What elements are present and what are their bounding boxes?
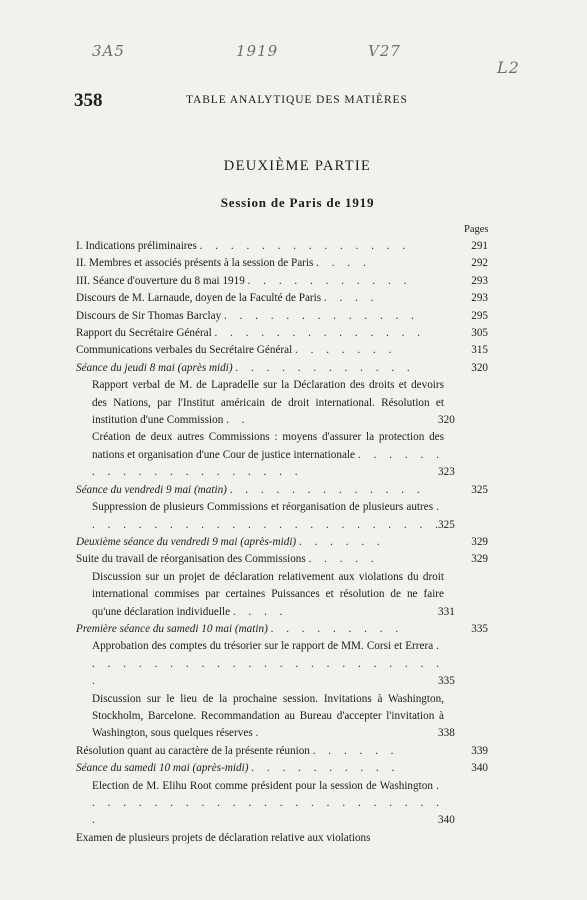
toc-entry-page: 340 xyxy=(438,814,455,827)
toc-entry xyxy=(76,360,488,377)
toc-entry-page: 329 xyxy=(471,553,488,566)
toc-entry-title: II. Membres et associés présents à la session de Paris xyxy=(76,257,314,270)
toc-entry xyxy=(76,499,488,534)
toc-entry-page: 331 xyxy=(438,605,455,618)
toc-entry-title: Suppression de plusieurs Commissions et réorganisation de plusieurs autres xyxy=(92,501,434,514)
toc-entry-page: 320 xyxy=(438,414,455,427)
toc-entry xyxy=(76,325,488,342)
handwritten-note: 3A5 xyxy=(92,42,125,60)
toc-entry-title: Election de M. Elihu Root comme président pour la session de Washington xyxy=(92,779,433,792)
leader-dots: . . . . . . . . . . . . . xyxy=(224,309,419,322)
leader-dots: . . . . . . . . . . . . . . . . . . . . . . . . . xyxy=(92,640,444,688)
toc-entry xyxy=(76,534,488,551)
toc-entry-title: Séance du jeudi 8 mai (après midi) xyxy=(76,361,233,374)
leader-dots: . . . . xyxy=(316,257,371,270)
toc-entry-title: Discours de Sir Thomas Barclay xyxy=(76,309,222,322)
toc-entry xyxy=(76,482,488,499)
toc-entry-page: 325 xyxy=(471,483,488,496)
handwritten-note: 1919 xyxy=(236,42,279,60)
toc-entry xyxy=(76,551,488,568)
toc-entry xyxy=(76,238,488,255)
toc-entry-title: Rapport du Secrétaire Général xyxy=(76,327,212,340)
toc-entry-title: Deuxième séance du vendredi 9 mai (après-midi) xyxy=(76,535,297,548)
leader-dots: . . . . . . . . . . . xyxy=(247,274,412,287)
toc-entry-title: Résolution quant au caractère de la présente réunion xyxy=(76,744,310,757)
leader-dots: . . . . . xyxy=(308,553,379,566)
toc-entry-page: 325 xyxy=(438,518,455,531)
toc-entry xyxy=(76,308,488,325)
toc-entry xyxy=(76,638,488,690)
page-header xyxy=(74,90,484,110)
toc-entry-title: Examen de plusieurs projets de déclaration relative aux violations xyxy=(76,831,371,844)
pages-column-label: Pages xyxy=(464,224,489,235)
toc-entry-title: Suite du travail de réorganisation des Commissions xyxy=(76,553,306,566)
toc-entry-page: 323 xyxy=(438,466,455,479)
running-title: TABLE ANALYTIQUE DES MATIÈRES xyxy=(186,94,408,106)
toc-entry xyxy=(76,255,488,272)
toc-entry xyxy=(76,273,488,290)
leader-dots: . . . . . . . . . . xyxy=(251,762,400,775)
leader-dots: . . . . . . . . . . . . . . . . . . . . xyxy=(92,448,445,479)
toc-entry-page: 291 xyxy=(471,240,488,252)
toc-entry-title: Première séance du samedi 10 mai (matin) xyxy=(76,622,268,635)
leader-dots: . . . . . . . . . . . . . . . . . . . . . . . . . xyxy=(92,779,444,827)
toc-entry xyxy=(76,569,488,621)
toc-entry-page: 293 xyxy=(471,274,488,287)
toc-entry xyxy=(76,691,488,743)
toc-entry-title: III. Séance d'ouverture du 8 mai 1919 xyxy=(76,274,245,287)
toc-entry-title: Séance du samedi 10 mai (après-midi) xyxy=(76,762,249,775)
toc-entry-page: 339 xyxy=(471,744,488,757)
handwritten-note: L2 xyxy=(497,58,520,77)
leader-dots: . . . . xyxy=(232,605,288,618)
leader-dots: . . . . . . xyxy=(298,535,385,548)
toc-entry xyxy=(76,290,488,307)
toc-entry-title: Approbation des comptes du trésorier sur le rapport de MM. Corsi et Errera xyxy=(92,640,434,653)
toc-entry-page: 329 xyxy=(471,535,488,548)
toc-entry-page: 335 xyxy=(471,622,488,635)
toc-entry-page: 315 xyxy=(471,344,488,357)
leader-dots: . xyxy=(255,727,264,740)
toc-entry-page: 320 xyxy=(471,361,488,374)
table-of-contents xyxy=(76,238,488,847)
toc-entry-title: Communications verbales du Secrétaire Général xyxy=(76,344,293,357)
toc-entry-page: 295 xyxy=(471,309,488,322)
toc-entry xyxy=(76,377,488,429)
toc-entry-page: 338 xyxy=(438,727,455,740)
part-title: DEUXIÈME PARTIE xyxy=(223,158,372,174)
toc-entry-title: Création de deux autres Commissions : moyens d'assurer la protection des nations et organisation d'une Cour de justice internationale xyxy=(92,431,444,461)
toc-entry-title: I. Indications préliminaires xyxy=(76,240,197,252)
leader-dots: . . . . . . xyxy=(312,744,399,757)
leader-dots: . . . . . . . . . . . . . . xyxy=(199,240,411,252)
leader-dots: . . . . . . . . . . . . . xyxy=(229,483,425,496)
toc-entry-page: 305 xyxy=(471,327,488,340)
page-number: 358 xyxy=(74,90,103,111)
toc-entry-page: 335 xyxy=(438,675,455,688)
toc-entry-title: Discussion sur un projet de déclaration relativement aux violations du droit international commises par certaines Puissances et résolution de ne faire qu'une déclaration individuelle xyxy=(92,570,444,618)
toc-entry-page: 340 xyxy=(471,762,488,775)
toc-entry-page: 292 xyxy=(471,257,488,270)
leader-dots: . . . . . . . xyxy=(295,344,397,357)
handwritten-note: V27 xyxy=(368,42,401,60)
toc-entry xyxy=(76,760,488,777)
leader-dots: . . . . . . . . . . . . . . . . . . . . . . . . xyxy=(92,501,444,531)
leader-dots: . . . . . . . . . xyxy=(270,622,404,635)
toc-entry xyxy=(76,778,488,830)
leader-dots: . . . . . . . . . . . . . . xyxy=(214,327,426,340)
toc-entry xyxy=(76,342,488,359)
leader-dots: . . . . xyxy=(323,292,379,305)
toc-entry xyxy=(76,429,488,481)
toc-entry-title: Discours de M. Larnaude, doyen de la Faculté de Paris xyxy=(76,292,322,305)
toc-entry xyxy=(76,830,488,847)
leader-dots: . . xyxy=(226,414,250,427)
toc-entry-page: 293 xyxy=(471,292,488,305)
toc-entry-title: Rapport verbal de M. de Lapradelle sur la Déclaration des droits et devoirs des Nations, par l'Institut américain de droit international. Résolution et institution d'une Commission xyxy=(92,379,444,427)
toc-entry-title: Discussion sur le lieu de la prochaine session. Invitations à Washington, Stockholm, Barcelone. Recommandation au Bureau d'accepter l'invitation à Washington, sous quelques réserves xyxy=(92,692,444,740)
toc-entry-title: Séance du vendredi 9 mai (matin) xyxy=(76,483,227,496)
toc-entry xyxy=(76,743,488,760)
leader-dots: . . . . . . . . . . . . xyxy=(235,361,415,374)
toc-entry xyxy=(76,621,488,638)
session-title: Session de Paris de 1919 xyxy=(220,195,375,210)
